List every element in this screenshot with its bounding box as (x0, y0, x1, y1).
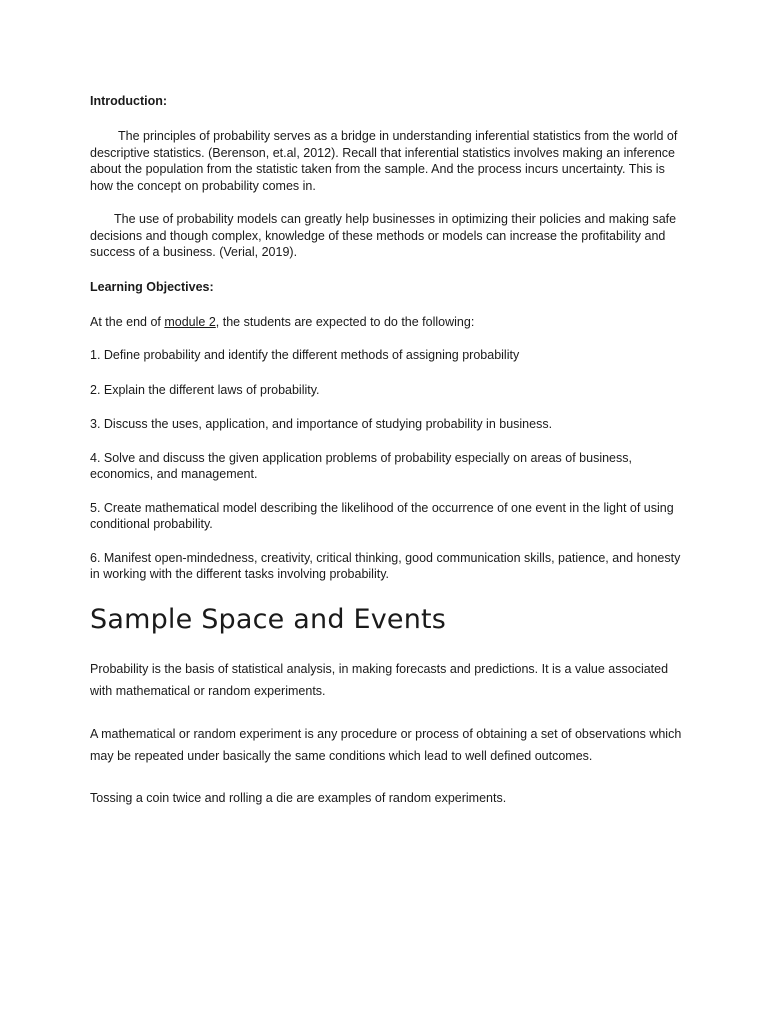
objective-item: 6. Manifest open-mindedness, creativity, critical thinking, good communication skills, patience, and honesty in working with the different tasks involving probability. (90, 550, 681, 581)
objective-item: 4. Solve and discuss the given application problems of probability especially on areas of business, economics, and management. (90, 450, 632, 481)
intro-paragraph-1: The principles of probability serves as a bridge in understanding inferential statistics from the world of descriptive statistics. (Berenson, et.al, 2012). Recall that inferential statistics involves making an inference about the population from the statistic taken from the sample. And the process incurs uncertainty. This is how the concept on probability comes in. (90, 129, 678, 193)
objectives-lead (90, 314, 690, 331)
module-link[interactable]: module 2 (164, 314, 216, 329)
objective-item: 1. Define probability and identify the different methods of assigning probability (90, 348, 520, 362)
section-heading: Sample Space and Events (90, 603, 447, 635)
introduction-heading: Introduction: (90, 94, 168, 108)
objective-item: 5. Create mathematical model describing the likelihood of the occurrence of one event in the light of using conditional probability. (90, 500, 674, 531)
document-page (90, 93, 690, 809)
section-paragraph-2: A mathematical or random experiment is any procedure or process of obtaining a set of observations which may be repeated under basically the same conditions which lead to well defined outcomes. (90, 726, 682, 763)
section-paragraph-1: Probability is the basis of statistical analysis, in making forecasts and predictions. It is a value associated with mathematical or random experiments. (90, 661, 669, 698)
objective-item: 2. Explain the different laws of probability. (90, 382, 320, 397)
objective-item: 3. Discuss the uses, application, and importance of studying probability in business. (90, 417, 553, 431)
intro-paragraph-2: The use of probability models can greatly help businesses in optimizing their policies and making safe decisions and though complex, knowledge of these methods or models can increase the profitability and success of a business. (Verial, 2019). (90, 212, 677, 259)
section-paragraph-3: Tossing a coin twice and rolling a die are examples of random experiments. (90, 790, 507, 805)
objectives-lead-text-end: , the students are expected to do the following: (215, 314, 475, 329)
objectives-lead-text: At the end of (90, 314, 165, 329)
learning-objectives-heading: Learning Objectives: (90, 279, 214, 294)
